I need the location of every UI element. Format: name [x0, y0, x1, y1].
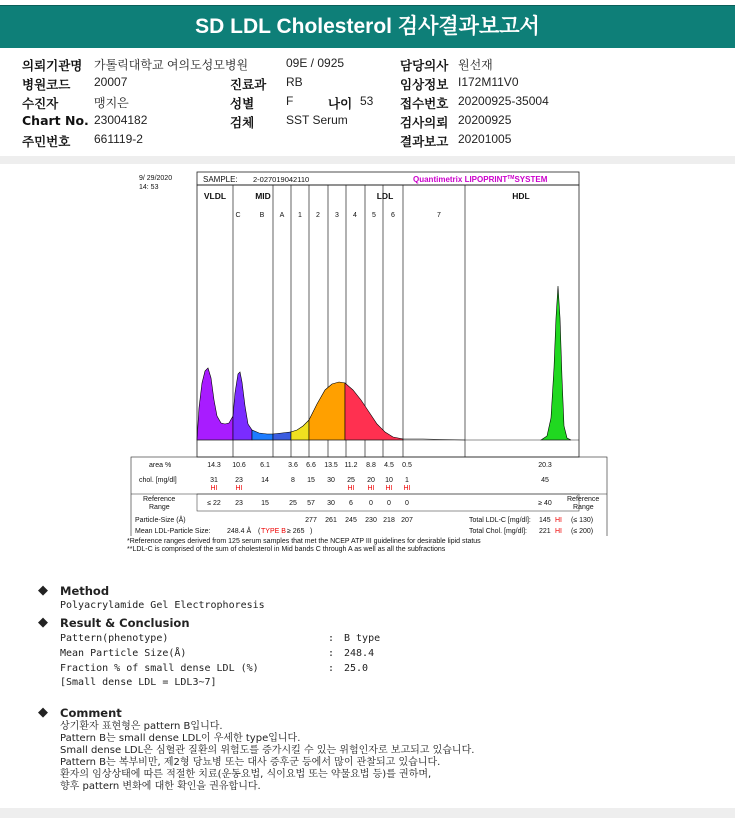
result-sections [38, 583, 718, 793]
total-ldl: 145 [539, 517, 551, 524]
report-label: 결과보고 [400, 134, 449, 149]
chol-value: 31 [210, 477, 218, 484]
report-value: 20201005 [458, 132, 512, 146]
comment-line: 환자의 임상상태에 따른 적절한 치료(운동요법, 식이요법 또는 약물요법 등)를 권하며, [60, 769, 432, 780]
patient-info [22, 56, 722, 151]
lipoprint-chart [127, 168, 610, 536]
chart-date: 9/ 29/2020 [139, 175, 173, 182]
area-value: 8.8 [366, 462, 376, 469]
chol-value: 45 [541, 477, 549, 484]
clinical-label: 임상정보 [400, 77, 449, 92]
ref-value: ≥ 40 [538, 500, 552, 507]
diamond-icon: ◆ [38, 705, 48, 720]
total-chol: 221 [539, 528, 551, 535]
size-label: Particle-Size (Å) [135, 517, 186, 524]
diamond-icon: ◆ [38, 615, 48, 630]
size-value: 245 [345, 517, 357, 524]
mean-paren-open: ( [258, 528, 261, 535]
total-chol-label: Total Chol. [mg/dl]: [469, 528, 527, 535]
group-label: VLDL [203, 191, 227, 201]
band-label: C [235, 212, 241, 219]
plot-frame [197, 185, 579, 457]
doctor-value: 원선재 [458, 58, 493, 72]
mean-label: Mean LDL-Particle Size: [135, 528, 211, 535]
ref-label-1: Reference [143, 496, 176, 503]
fraction-area [197, 368, 233, 440]
area-value: 4.5 [384, 462, 394, 469]
hospital-label: 의뢰기관명 [22, 58, 83, 73]
ref-value: 30 [327, 500, 335, 507]
area-value: 13.5 [324, 462, 338, 469]
area-value: 3.6 [288, 462, 298, 469]
total-ldl-limit: (≤ 130) [571, 517, 594, 524]
hi-flag: HI [403, 485, 411, 492]
band-label: A [279, 212, 285, 219]
result-k: Fraction % of small dense LDL (%) [60, 663, 259, 674]
patient-value: 맹지은 [94, 96, 129, 110]
mean-paren-close: ) [310, 528, 313, 535]
area-value: 20.3 [538, 462, 552, 469]
total-chol-flag: HI [555, 528, 562, 535]
dept-value: RB [286, 75, 303, 89]
hi-flag: HI [385, 485, 393, 492]
method-text: Polyacrylamide Gel Electrophoresis [60, 600, 265, 611]
ref-value: 57 [307, 500, 315, 507]
band-label: 2 [316, 212, 320, 219]
area-value: 10.6 [232, 462, 246, 469]
fraction-area [309, 382, 345, 440]
ref-right-2: Range [573, 504, 594, 511]
comment-line: Pattern B는 small dense LDL이 우세한 type입니다. [60, 733, 301, 744]
chol-value: 25 [347, 477, 355, 484]
divider-bottom [0, 808, 735, 818]
mean-size: 248.4 Å [227, 528, 252, 535]
size-value: 218 [383, 517, 395, 524]
area-value: 6.6 [306, 462, 316, 469]
ref-label-2: Range [149, 504, 170, 511]
result-v: 248.4 [344, 648, 375, 659]
receipt-label: 접수번호 [400, 96, 449, 111]
sex-value: F [286, 94, 294, 108]
note-2: **LDL-C is comprised of the sum of cholesterol in Mid bands C through A as well as all the subfractions [127, 546, 446, 553]
sex-label: 성별 [230, 96, 255, 111]
chol-value: 15 [307, 477, 315, 484]
specimen-label: 검체 [230, 115, 255, 130]
result-c: : [328, 648, 335, 659]
ref-value: 0 [405, 500, 409, 507]
code-label: 병원코드 [22, 77, 71, 92]
reference-notes [127, 538, 627, 554]
request-label: 검사의뢰 [400, 115, 449, 130]
ref-value: ≤ 22 [207, 500, 221, 507]
total-chol-limit: (≤ 200) [571, 528, 594, 535]
age-value: 53 [360, 94, 374, 108]
band-label: 7 [437, 212, 441, 219]
result-v: B type [344, 633, 381, 644]
band-label: 1 [298, 212, 302, 219]
ref-right-1: Reference [567, 496, 600, 503]
result-c: : [328, 633, 335, 644]
hi-flag: HI [367, 485, 375, 492]
band-label: B [259, 212, 265, 219]
result-note: [Small dense LDL = LDL3~7] [60, 677, 217, 688]
fraction-area [291, 420, 309, 440]
mean-type: TYPE B [261, 528, 286, 535]
chart-label: Chart No. [22, 113, 89, 128]
area-value: 14.3 [207, 462, 221, 469]
specimen-value: SST Serum [286, 113, 348, 127]
result-k: Pattern(phenotype) [60, 633, 169, 644]
result-row [38, 631, 718, 646]
comment-line: 상기환자 표현형은 pattern B입니다. [60, 721, 223, 732]
divider-top [0, 156, 735, 164]
total-ldl-label: Total LDL-C [mg/dl]: [469, 517, 531, 524]
chol-value: 14 [261, 477, 269, 484]
hi-flag: HI [235, 485, 243, 492]
comment-heading: ◆ Comment [38, 705, 122, 720]
result-k: Mean Particle Size(Å) [60, 648, 187, 659]
size-value: 207 [401, 517, 413, 524]
total-ldl-flag: HI [555, 517, 562, 524]
hi-flag: HI [210, 485, 218, 492]
chol-label: chol. [mg/dl] [139, 477, 177, 484]
age-label: 나이 [328, 96, 353, 111]
ref-value: 15 [261, 500, 269, 507]
report-title: SD LDL Cholesterol 검사결과보고서 [0, 5, 735, 48]
group-label: HDL [512, 191, 530, 201]
comment-line: 향후 pattern 변화에 대한 확인을 권유합니다. [60, 781, 261, 792]
hdl-peak [541, 286, 571, 440]
size-value: 261 [325, 517, 337, 524]
sample-label: SAMPLE: [203, 175, 238, 184]
ref-value: 0 [369, 500, 373, 507]
result-v: 25.0 [344, 663, 369, 674]
chol-value: 1 [405, 477, 409, 484]
chart-value: 23004182 [94, 113, 148, 127]
hi-flag: HI [347, 485, 355, 492]
group-label: LDL [376, 191, 394, 201]
chol-value: 10 [385, 477, 393, 484]
rrn-value: 661119-2 [94, 132, 143, 146]
size-value: 277 [305, 517, 317, 524]
ref-value: 6 [349, 500, 353, 507]
fraction-area [233, 372, 252, 440]
diamond-icon: ◆ [38, 583, 48, 598]
band-label: 5 [372, 212, 376, 219]
note-1: *Reference ranges derived from 125 serum samples that met the NCEP ATP III guidelines for desirable lipid status [127, 538, 481, 545]
doctor-label: 담당의사 [400, 58, 449, 73]
ref-value: 23 [235, 500, 243, 507]
area-value: 11.2 [344, 462, 358, 469]
area-value: 0.5 [402, 462, 412, 469]
method-heading: ◆ Method [38, 583, 110, 598]
patient-label: 수진자 [22, 96, 59, 111]
size-value: 230 [365, 517, 377, 524]
band-label: 3 [335, 212, 339, 219]
result-heading: ◆ Result & Conclusion [38, 615, 190, 630]
fraction-area [252, 430, 273, 440]
area-value: 6.1 [260, 462, 270, 469]
receipt-value: 20200925-35004 [458, 94, 549, 108]
fraction-area [345, 383, 403, 440]
fraction-area [273, 432, 291, 440]
request-value: 20200925 [458, 113, 512, 127]
ref-value: 0 [387, 500, 391, 507]
brand-name: Quantimetrix LIPOPRINT™SYSTEM [413, 175, 548, 184]
chol-value: 20 [367, 477, 375, 484]
area-label: area % [149, 462, 172, 469]
result-row [38, 646, 718, 661]
comment-line: Small dense LDL은 심혈관 질환의 위험도를 증가시킬 수 있는 위험인자로 보고되고 있습니다. [60, 745, 475, 756]
result-c: : [328, 663, 335, 674]
chol-value: 23 [235, 477, 243, 484]
band-label: 6 [391, 212, 395, 219]
rrn-label: 주민번호 [22, 134, 71, 149]
group-label: MID [255, 191, 271, 201]
chol-value: 30 [327, 477, 335, 484]
result-row [38, 661, 718, 676]
clinical-value: I172M11V0 [458, 75, 519, 89]
ward-value: 09E / 0925 [286, 56, 345, 70]
hospital-value: 가톨릭대학교 여의도성모병원 [94, 58, 249, 72]
dept-label: 진료과 [230, 77, 267, 92]
mean-limit: ≥ 265 [287, 528, 305, 535]
ref-value: 25 [289, 500, 297, 507]
chart-time: 14: 53 [139, 184, 159, 191]
code-value: 20007 [94, 75, 128, 89]
band-label: 4 [353, 212, 357, 219]
comment-line: Pattern B는 복부비만, 제2형 당뇨병 또는 대사 증후군 등에서 많이 관찰되고 있습니다. [60, 757, 441, 768]
chol-value: 8 [291, 477, 295, 484]
sample-id: 2-027019042110 [253, 175, 310, 184]
